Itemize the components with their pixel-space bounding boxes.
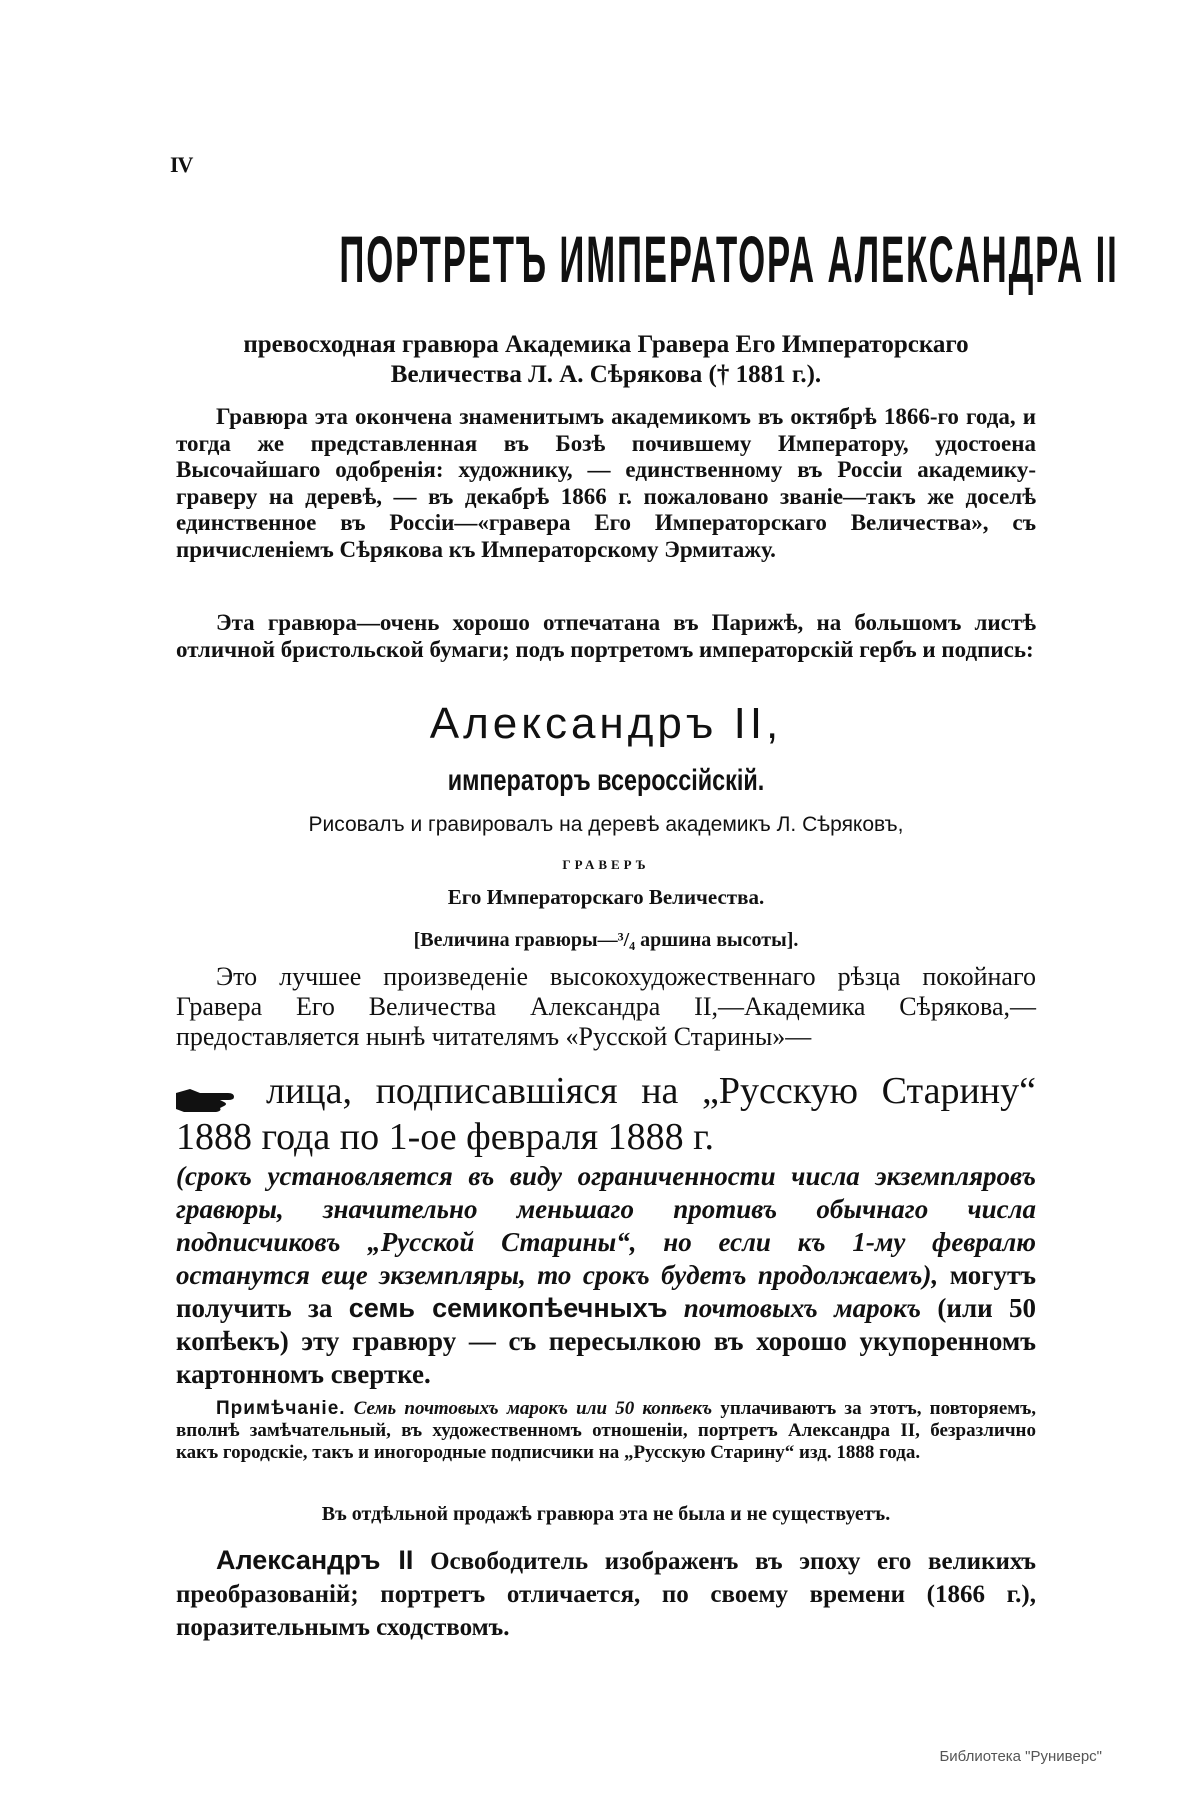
subscribers-heading [176,1068,1036,1160]
footnote-label: Примѣчаніе. [216,1398,346,1419]
terms-shipping: (или 50 копѣекъ) эту гравюру — съ пересылкою въ хорошо укупоренномъ картонномъ свертке. [176,1293,1037,1389]
footnote-italic: Семь почтовыхъ марокъ или 50 копѣекъ [353,1398,713,1419]
not-for-sale-note: Въ отдѣльной продажѣ гравюра эта не была и не существуетъ. [321,1503,891,1525]
terms-stamps: семь семикопѣечныхъ [348,1293,668,1323]
signature-title: императоръ всероссійскій. [447,764,765,797]
paragraph-offer: Это лучшее произведеніе высокохудожественнаго рѣзца покойнаго Гравера Его Величества Александра II,—Академика Сѣрякова,—предоставляется нынѣ читателямъ «Русской Старины»— [176,962,1036,1051]
footnote [176,1398,1036,1464]
footnote-text: уплачиваютъ за этотъ, повторяемъ, вполнѣ замѣчательный, въ художественномъ отношеніи, портретъ Александра II, безразлично какъ городскіе, такъ и иногородные подписчики на „Русскую Старину“ изд. 1888 года. [176,1398,1037,1463]
closing-lead: Александръ II [216,1545,414,1575]
paragraph-history: Гравюра эта окончена знаменитымъ академикомъ въ октябрѣ 1866-го года, и тогда же представленная въ Бозѣ почившему Императору, удостоена Высочайшаго одобренія: художнику, — единственному въ Россіи академику-граверу на деревѣ, — въ декабрѣ 1866 г. пожаловано званіе—такъ же доселѣ единственное въ Россіи—«гравера Его Императорскаго Величества», съ причисленіемъ Сѣрякова къ Императорскому Эрмитажу. [176,404,1036,562]
page-title: ПОРТРЕТЪ ИМПЕРАТОРА АЛЕКСАНДРА II [339,222,1119,297]
pointing-hand-icon [176,1078,248,1104]
closing-text: Освободитель изображенъ въ эпоху его великихъ преобразованій; портретъ отличается, по своему времени (1866 г.), поразительнымъ сходствомъ. [176,1548,1037,1641]
subscribers-text: лица, подписавшіяся на „Русскую Старину“ 1888 года по 1-ое февраля 1888 г. [176,1070,1036,1158]
engraving-size-note: [Величина гравюры—³/₄ аршина высоты]. [413,929,799,951]
terms-postage: почтовыхъ марокъ [683,1293,922,1323]
signature-graver: ГРАВЕРЪ [562,857,650,872]
signature-name: Александръ II, [429,699,783,748]
closing-paragraph [176,1544,1036,1644]
terms-get: могутъ получить за [176,1260,1036,1323]
paragraph-printing: Эта гравюра—очень хорошо отпечатана въ Парижѣ, на большомъ листѣ отличной бристольской бумаги; подъ портретомъ императорскій гербъ и подпись: [176,610,1036,662]
terms-paragraph [176,1160,1036,1391]
subtitle: превосходная гравюра Академика Гравера Его Императорскаго Величества Л. А. Сѣрякова († 1881 г.). [243,331,969,388]
terms-italic: (срокъ установляется въ виду ограниченности числа экземпляровъ гравюры, значительно меньшаго противъ обычнаго числа подписчиковъ „Русской Старины“, но если къ 1-му февралю останутся еще экземпляры, то срокъ будетъ продолжаемъ), [176,1161,1036,1290]
signature-majesty: Его Императорскаго Величества. [447,885,765,909]
page-number: IV [170,152,193,177]
library-watermark: Библиотека "Руниверс" [939,1748,1102,1765]
signature-drawn-by: Рисовалъ и гравировалъ на деревѣ академикъ Л. Сѣряковъ, [308,813,904,836]
